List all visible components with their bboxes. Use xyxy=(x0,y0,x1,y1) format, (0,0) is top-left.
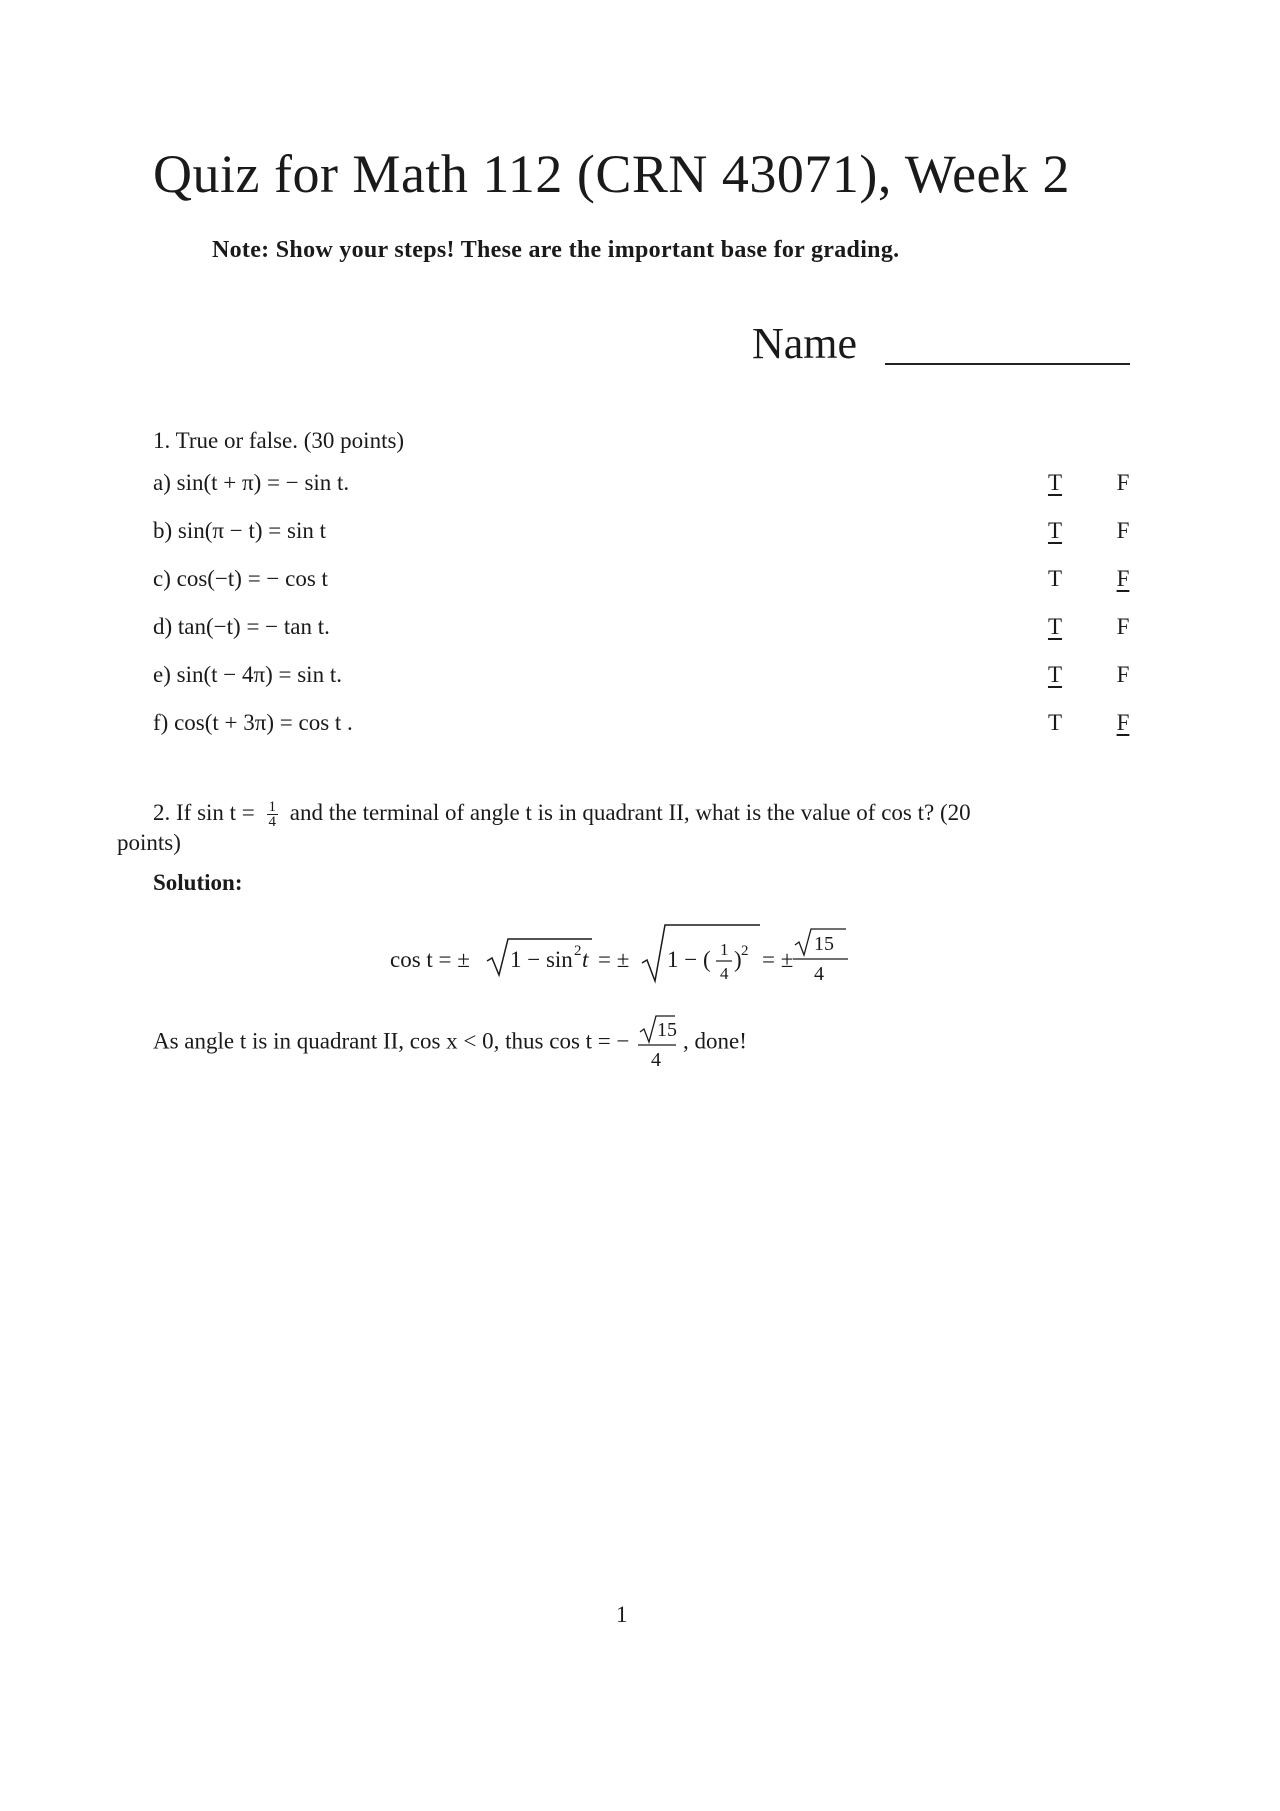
q1-item-b: b) sin(π − t) = sin t xyxy=(153,518,326,543)
q2-fraction-num: 1 xyxy=(268,799,277,816)
q1-item-c-true-option[interactable]: T xyxy=(1047,566,1063,591)
eq-radicand2-b: ) xyxy=(734,947,742,972)
name-label: Name xyxy=(752,319,858,368)
eq-inner-den: 4 xyxy=(720,964,729,983)
solution-equation xyxy=(380,915,880,999)
eq-radicand2-a: 1 − ( xyxy=(667,947,711,972)
conclusion-fraction xyxy=(637,1014,677,1072)
q1-item-f-true-option[interactable]: T xyxy=(1047,710,1063,735)
eq-result-num: 15 xyxy=(814,933,834,955)
q1-item-e: e) sin(t − 4π) = sin t. xyxy=(153,662,342,687)
q1-item-e-false-option[interactable]: F xyxy=(1116,662,1130,687)
q1-item-a: a) sin(t + π) = − sin t. xyxy=(153,470,350,495)
solution-label: Solution: xyxy=(153,870,243,895)
q1-item-d-false-option[interactable]: F xyxy=(1116,614,1130,639)
page-number: 1 xyxy=(616,1602,628,1627)
eq-sup2: 2 xyxy=(574,943,582,959)
q1-item-b-true-option[interactable]: T xyxy=(1047,518,1063,543)
name-field-line[interactable] xyxy=(885,363,1130,365)
q1-item-c: c) cos(−t) = − cos t xyxy=(153,566,328,591)
conclusion-text: As angle t is in quadrant II, cos x < 0, thus cos t = − xyxy=(153,1028,630,1054)
q2-fraction-den: 4 xyxy=(268,814,277,831)
grading-note: Note: Show your steps! These are the important base for grading. xyxy=(212,237,900,263)
q2-fraction xyxy=(267,800,279,829)
conclusion-done: , done! xyxy=(683,1028,747,1054)
q1-header: 1. True or false. (30 points) xyxy=(153,428,405,453)
conclusion-line xyxy=(153,1014,747,1072)
q1-item-d-true-option[interactable]: T xyxy=(1047,614,1063,639)
q2-prompt-rest: and the terminal of angle t is in quadrant II, what is the value of cos t? (20 xyxy=(289,800,971,825)
page-title: Quiz for Math 112 (CRN 43071), Week 2 xyxy=(153,144,1071,204)
eq-result-den: 4 xyxy=(814,963,824,985)
q1-item-b-false-option[interactable]: F xyxy=(1116,518,1130,543)
q1-item-d: d) tan(−t) = − tan t. xyxy=(153,614,330,639)
q1-item-f: f) cos(t + 3π) = cos t . xyxy=(153,710,353,735)
eq-lhs: cos t = ± xyxy=(390,947,470,972)
eq-sup2b: 2 xyxy=(741,943,749,959)
eq-radicand1: 1 − sin xyxy=(510,947,573,972)
q2-prompt-line2: points) xyxy=(117,830,181,855)
q1-item-a-false-option[interactable]: F xyxy=(1116,470,1130,495)
q1-item-c-false-option[interactable]: F xyxy=(1116,566,1130,591)
q1-item-f-false-option[interactable]: F xyxy=(1116,710,1130,735)
q1-item-e-true-option[interactable]: T xyxy=(1047,662,1063,687)
conclusion-num: 15 xyxy=(657,1019,678,1041)
eq-inner-num: 1 xyxy=(720,940,729,959)
eq-pm2: = ± xyxy=(762,947,794,972)
eq-t: t xyxy=(582,947,589,972)
q2-prompt-line1 xyxy=(153,800,971,829)
q1-item-a-true-option[interactable]: T xyxy=(1047,470,1063,495)
q2-prompt-start: 2. If sin t = xyxy=(153,800,255,825)
equation-svg xyxy=(380,915,880,995)
conclusion-den: 4 xyxy=(651,1049,662,1071)
eq-pm1: = ± xyxy=(598,947,630,972)
